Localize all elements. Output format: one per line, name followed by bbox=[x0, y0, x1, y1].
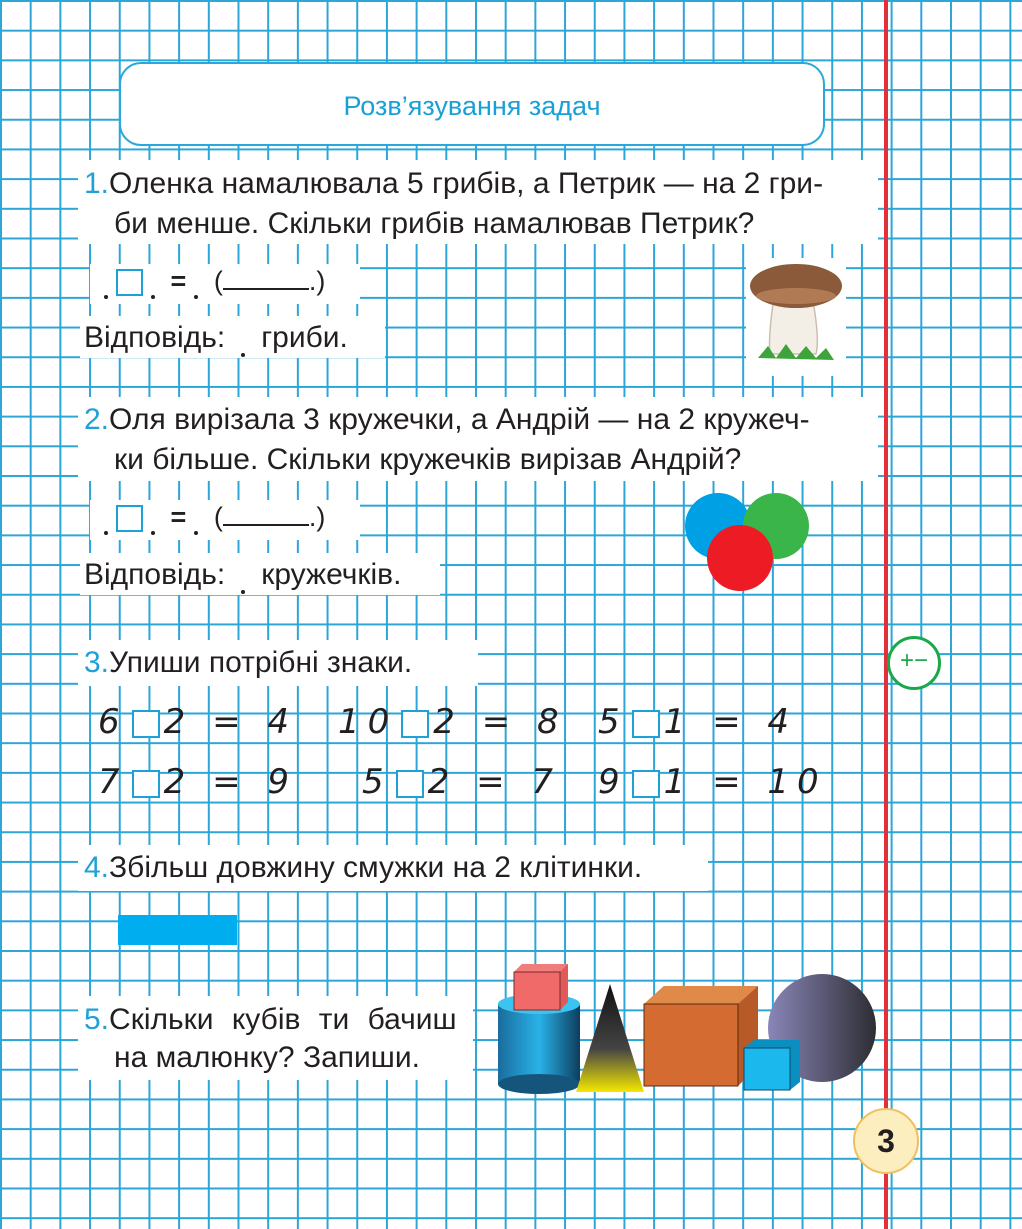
sign-box[interactable] bbox=[632, 770, 660, 798]
blue-strip bbox=[118, 915, 237, 945]
task3-number: 3. bbox=[84, 646, 110, 679]
sign-box[interactable] bbox=[396, 770, 424, 798]
task2-sign-box[interactable] bbox=[116, 505, 143, 532]
task2-line2: ки більше. Скільки кружечків вирізав Андрій? bbox=[114, 443, 742, 476]
task2-number: 2. bbox=[84, 403, 110, 436]
task1-answer: Відповідь: гриби. bbox=[84, 318, 348, 357]
task1-unit-blank[interactable] bbox=[223, 288, 309, 290]
task5-line1: 5.Скільки кубів ти бачиш bbox=[84, 1003, 457, 1036]
task1-line2: би менше. Скільки грибів намалював Петрик? bbox=[114, 207, 755, 240]
task1-equation: = ( .) bbox=[96, 266, 325, 297]
plus-minus-icon: +− bbox=[887, 636, 941, 690]
page-title: Розв’язування задач bbox=[119, 62, 825, 146]
equation-5: 5 2 = 7 bbox=[362, 762, 562, 802]
task5-line2: на малюнку? Запиши. bbox=[114, 1041, 420, 1074]
equation-3: 5 1 = 4 bbox=[598, 702, 798, 742]
task2-answer-blank[interactable] bbox=[241, 590, 245, 594]
task1-line1: 1.Оленка намалювала 5 грибів, а Петрик — на 2 гри- bbox=[84, 167, 824, 200]
task4-number: 4. bbox=[84, 851, 110, 884]
task2-answer: Відповідь: кружечків. bbox=[84, 555, 401, 594]
task4-heading: 4.Збільш довжину смужки на 2 клітинки. bbox=[84, 851, 643, 884]
task3-heading: 3.Упиши потрібні знаки. bbox=[84, 646, 413, 679]
circles-image bbox=[684, 490, 814, 596]
task2-line1: 2.Оля вирізала 3 кружечки, а Андрій — на 2 кружеч- bbox=[84, 403, 810, 436]
page-number: 3 bbox=[853, 1108, 919, 1174]
equation-6: 9 1 = 10 bbox=[598, 762, 827, 802]
equation-1: 6 2 = 4 bbox=[98, 702, 298, 742]
task5-number: 5. bbox=[84, 1003, 110, 1036]
equation-4: 7 2 = 9 bbox=[98, 762, 298, 802]
shapes-image bbox=[494, 958, 884, 1098]
sign-box[interactable] bbox=[132, 770, 160, 798]
sign-box[interactable] bbox=[132, 710, 160, 738]
sign-box[interactable] bbox=[632, 710, 660, 738]
equation-2: 10 2 = 8 bbox=[338, 702, 567, 742]
sign-box[interactable] bbox=[401, 710, 429, 738]
task2-equation: = ( .) bbox=[96, 502, 325, 533]
mushroom-image bbox=[746, 258, 846, 376]
task1-number: 1. bbox=[84, 167, 110, 200]
task1-answer-blank[interactable] bbox=[241, 353, 245, 357]
margin-line bbox=[884, 0, 888, 1229]
task2-unit-blank[interactable] bbox=[223, 524, 309, 526]
task1-sign-box[interactable] bbox=[116, 269, 143, 296]
